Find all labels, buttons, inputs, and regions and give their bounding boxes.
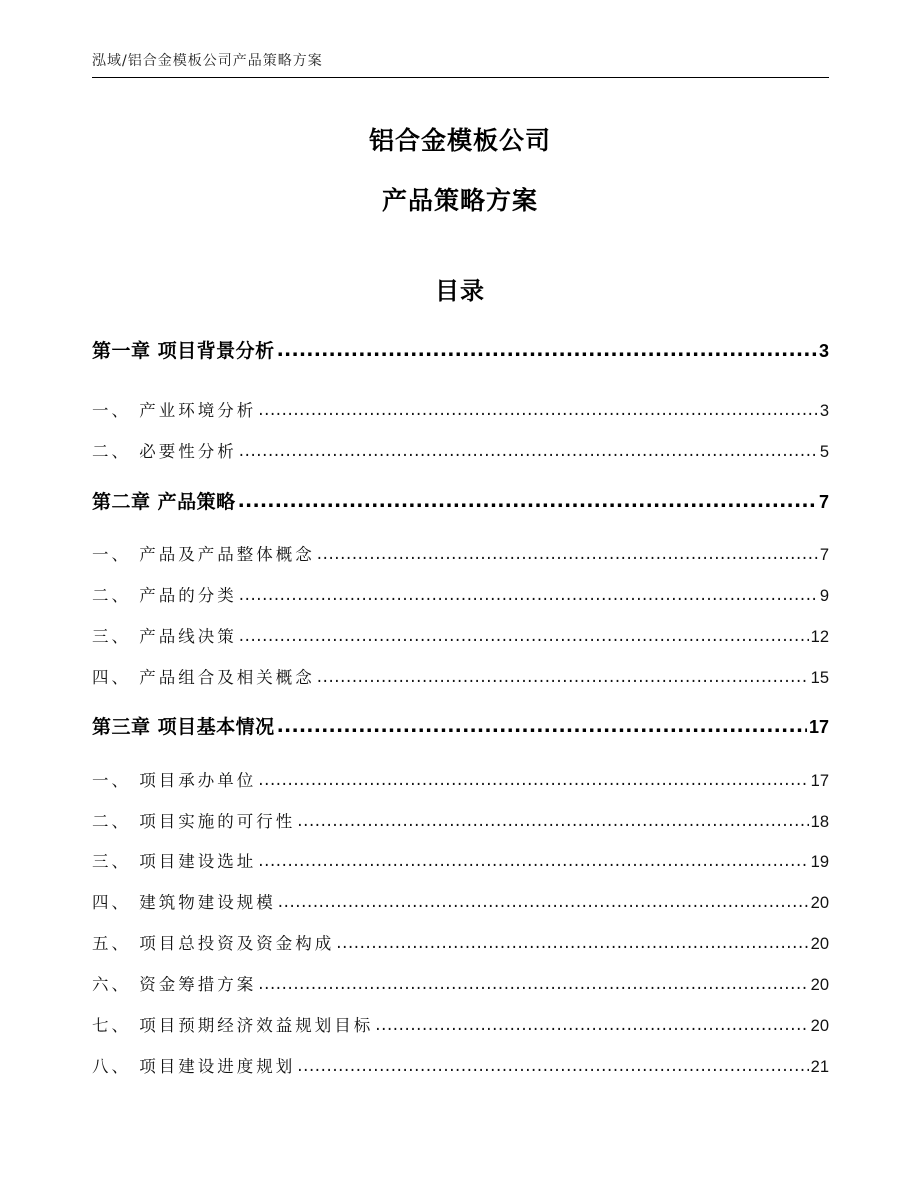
toc-dot-leader <box>375 1015 808 1034</box>
toc-dot-leader <box>258 400 818 419</box>
toc-entry[interactable] <box>92 767 829 789</box>
toc-dot-leader <box>277 339 817 361</box>
toc-entry-page: 5 <box>819 443 829 461</box>
toc-entry[interactable] <box>92 397 829 419</box>
toc-entry-page: 17 <box>810 772 829 790</box>
toc-entry-label: 八、 项目建设进度规划 <box>92 1057 296 1076</box>
toc-entry-label: 三、 项目建设选址 <box>92 852 257 871</box>
toc-entry[interactable] <box>92 889 829 911</box>
toc-entry[interactable] <box>92 487 829 513</box>
toc-entry-page: 3 <box>818 341 829 361</box>
toc-entry-page: 19 <box>810 853 829 871</box>
toc-dot-leader <box>336 933 808 952</box>
toc-entry[interactable] <box>92 1053 829 1075</box>
toc-entry-page: 12 <box>810 628 829 646</box>
toc-heading: 目录 <box>435 277 485 305</box>
toc-entry[interactable] <box>92 438 829 460</box>
toc-entry[interactable] <box>92 541 829 563</box>
header-divider <box>92 77 829 78</box>
toc-entry-page: 7 <box>819 546 829 564</box>
toc-dot-leader <box>258 770 808 789</box>
toc-entry-label: 二、 产品的分类 <box>92 586 237 605</box>
running-header: 泓域/铝合金模板公司产品策略方案 <box>92 53 323 69</box>
toc-entry-label: 三、 产品线决策 <box>92 627 237 646</box>
toc-entry-page: 7 <box>818 492 829 512</box>
toc-dot-leader <box>239 585 818 604</box>
toc-dot-leader <box>297 811 808 830</box>
toc-entry[interactable] <box>92 623 829 645</box>
toc-entry[interactable] <box>92 336 829 362</box>
toc-entry[interactable] <box>92 930 829 952</box>
toc-dot-leader <box>258 851 808 870</box>
toc-entry-page: 20 <box>810 935 829 953</box>
toc-dot-leader <box>239 626 809 645</box>
toc-entry-label: 四、 产品组合及相关概念 <box>92 668 315 687</box>
toc-entry-label: 一、 产品及产品整体概念 <box>92 545 315 564</box>
document-title: 产品策略方案 <box>381 186 538 215</box>
toc-entry-label: 四、 建筑物建设规模 <box>92 893 276 912</box>
toc-entry[interactable] <box>92 1012 829 1034</box>
toc-entry-page: 20 <box>810 1017 829 1035</box>
company-title: 铝合金模板公司 <box>368 126 551 155</box>
toc-entry-label: 第二章 产品策略 <box>92 491 236 513</box>
toc-entry-page: 21 <box>810 1058 829 1076</box>
toc-entry-label: 第三章 项目基本情况 <box>92 716 275 738</box>
toc-entry-page: 15 <box>810 669 829 687</box>
toc-entry[interactable] <box>92 664 829 686</box>
toc-entry[interactable] <box>92 712 829 738</box>
toc-entry-page: 9 <box>819 587 829 605</box>
toc-entry[interactable] <box>92 582 829 604</box>
toc-dot-leader <box>239 441 818 460</box>
toc-dot-leader <box>317 667 809 686</box>
toc-entry[interactable] <box>92 848 829 870</box>
toc-dot-leader <box>278 892 809 911</box>
toc-dot-leader <box>317 544 818 563</box>
toc-entry-label: 二、 必要性分析 <box>92 442 237 461</box>
toc-entry[interactable] <box>92 808 829 830</box>
toc-dot-leader <box>258 974 808 993</box>
toc-entry-label: 六、 资金筹措方案 <box>92 975 257 994</box>
toc-entry-label: 一、 项目承办单位 <box>92 771 257 790</box>
toc-dot-leader <box>277 715 807 737</box>
toc-entry-page: 20 <box>810 976 829 994</box>
toc-entry-label: 一、 产业环境分析 <box>92 401 257 420</box>
toc-entry-label: 七、 项目预期经济效益规划目标 <box>92 1016 374 1035</box>
toc-entry-label: 五、 项目总投资及资金构成 <box>92 934 335 953</box>
toc-entry[interactable] <box>92 971 829 993</box>
toc-entry-label: 第一章 项目背景分析 <box>92 340 275 362</box>
toc-dot-leader <box>238 490 817 512</box>
toc-dot-leader <box>297 1056 808 1075</box>
toc-entry-page: 18 <box>810 813 829 831</box>
toc-entry-label: 二、 项目实施的可行性 <box>92 812 296 831</box>
toc-entry-page: 20 <box>810 894 829 912</box>
toc-entry-page: 17 <box>808 717 829 737</box>
toc-entry-page: 3 <box>819 402 829 420</box>
